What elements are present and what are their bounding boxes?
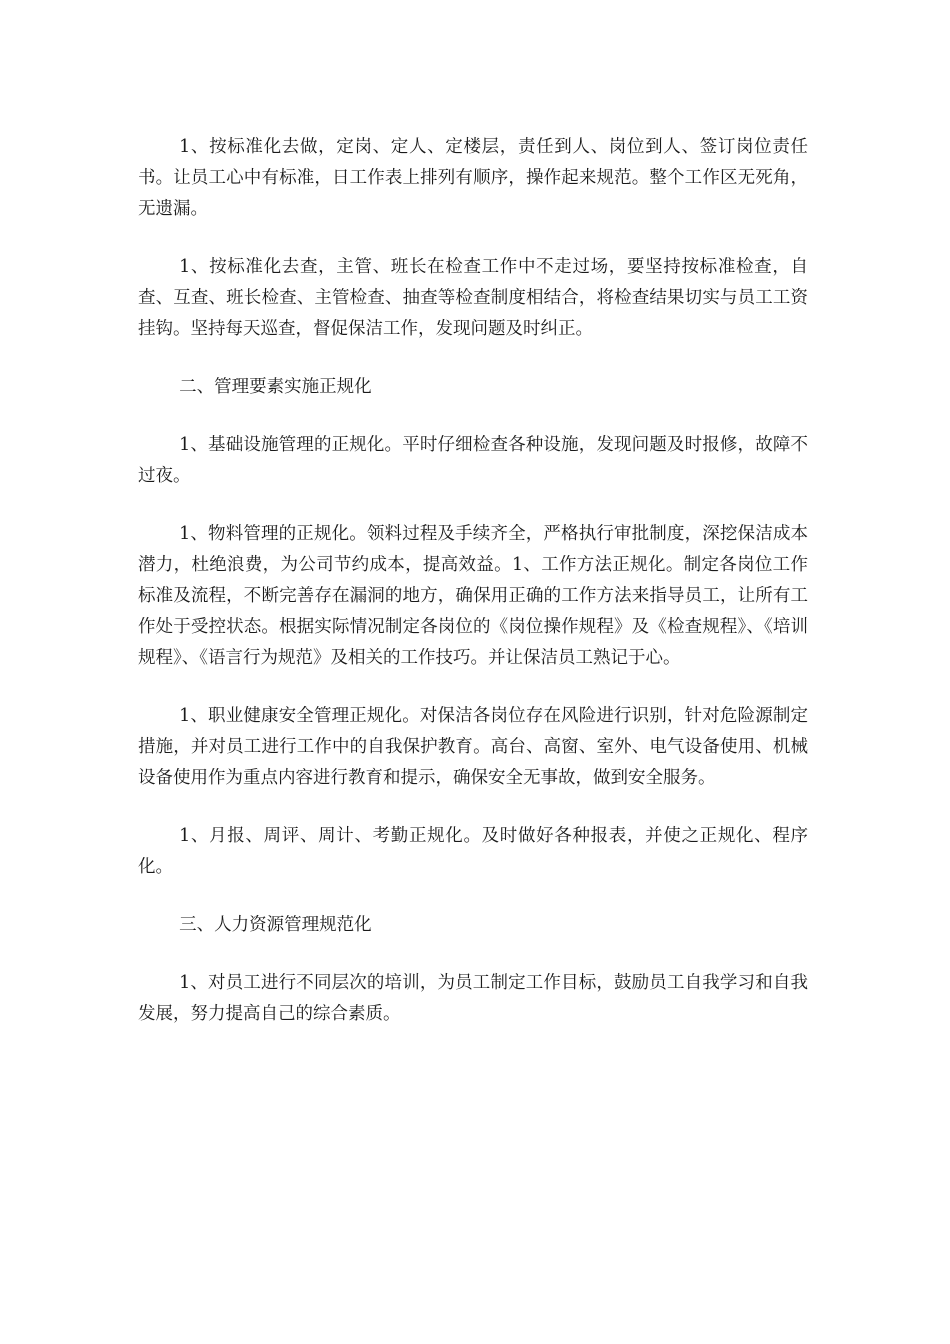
section-heading-management: 二、管理要素实施正规化 [179,377,372,397]
paragraph-health-safety: 1、职业健康安全管理正规化。对保洁各岗位存在风险进行识别，针对危险源制定措施，并对员工进行工作中的自我保护教育。高台、高窗、室外、电气设备使用、机械设备使用作为重点内容进行教育和提示，确保安全无事故，做到安全服务。 [138,706,808,788]
paragraph-facility-management: 1、基础设施管理的正规化。平时仔细检查各种设施，发现问题及时报修，故障不过夜。 [138,435,808,486]
paragraph-standardized-work: 1、按标准化去做，定岗、定人、定楼层，责任到人、岗位到人、签订岗位责任书。让员工心中有标准，日工作表上排列有顺序，操作起来规范。整个工作区无死角，无遗漏。 [138,137,808,219]
paragraph-training: 1、对员工进行不同层次的培训，为员工制定工作目标，鼓励员工自我学习和自我发展，努力提高自己的综合素质。 [138,973,808,1024]
section-heading-hr: 三、人力资源管理规范化 [179,915,372,935]
paragraph-material-management: 1、物料管理的正规化。领料过程及手续齐全，严格执行审批制度，深挖保洁成本潜力，杜绝浪费，为公司节约成本，提高效益。1、工作方法正规化。制定各岗位工作标准及流程，不断完善存在漏洞的地方，确保用正确的工作方法来指导员工，让所有工作处于受控状态。根据实际情况制定各岗位的《岗位操作规程》及《检查规程》、《培训规程》、《语言行为规范》及相关的工作技巧。并让保洁员工熟记于心。 [138,524,808,668]
document-body [138,132,808,1057]
paragraph-reports: 1、月报、周评、周计、考勤正规化。及时做好各种报表，并使之正规化、程序化。 [138,826,808,877]
paragraph-standardized-inspection: 1、按标准化去查，主管、班长在检查工作中不走过场，要坚持按标准检查，自查、互查、班长检查、主管检查、抽查等检查制度相结合，将检查结果切实与员工工资挂钩。坚持每天巡查，督促保洁工作，发现问题及时纠正。 [138,257,808,339]
